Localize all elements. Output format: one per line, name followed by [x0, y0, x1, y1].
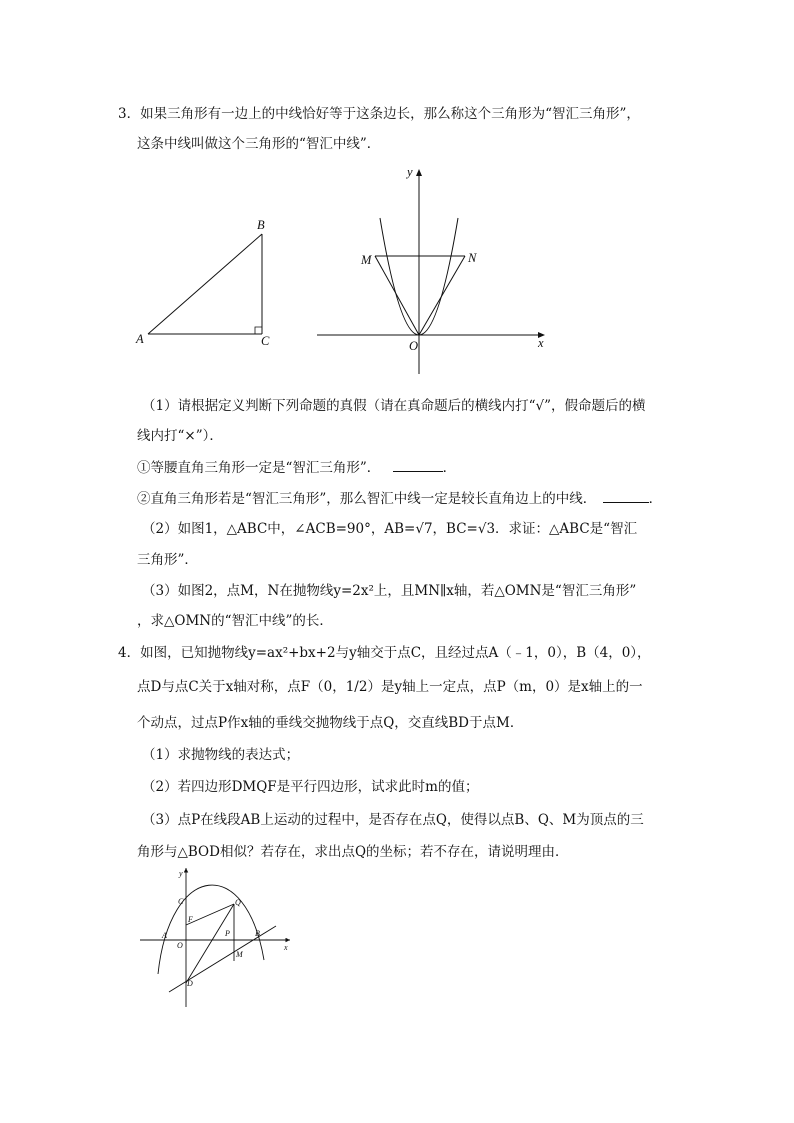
q3-part3-line1: （3）如图2，点M，N在抛物线y=2x²上，且MN∥x轴，若△OMN是“智汇三角形”: [142, 583, 637, 599]
segment-ab: [148, 234, 262, 334]
segment-fq: [186, 904, 234, 925]
q4-figure: [136, 862, 296, 1012]
q3-item2: [137, 488, 662, 509]
label-y: y: [179, 869, 183, 878]
label-y: y: [407, 165, 413, 179]
label-x: x: [538, 336, 544, 350]
q3-item1-period: ．: [442, 460, 457, 476]
line-bd: [169, 926, 276, 992]
q4-part1: （1）求抛物线的表达式；: [142, 747, 300, 763]
q3-part2-line2: 三角形”．: [137, 552, 198, 568]
label-q: Q: [235, 898, 241, 907]
parabola-curve: [158, 885, 264, 974]
q3-part1-line2: 线内打“×”）．: [137, 428, 223, 444]
label-c: C: [261, 334, 270, 348]
q4-intro-line3: 个动点，过点P作x轴的垂线交抛物线于点Q，交直线BD于点M．: [137, 715, 524, 731]
q3-figure-1-triangle: [130, 212, 280, 352]
label-m: M: [361, 253, 372, 267]
q4-part3-line2: 角形与△BOD相似？若存在，求出点Q的坐标；若不存在，请说明理由．: [137, 844, 569, 860]
label-f: F: [188, 915, 193, 924]
q3-intro-line2: 这条中线叫做这个三角形的“智汇中线”．: [137, 136, 381, 152]
label-p: P: [225, 929, 230, 938]
label-o: O: [177, 941, 183, 950]
label-b: B: [255, 929, 260, 938]
q3-part1-line1: （1）请根据定义判断下列命题的真假（请在真命题后的横线内打“√”，假命题后的横: [142, 398, 646, 414]
q3-intro-line1: 3．如果三角形有一边上的中线恰好等于这条边长，那么称这个三角形为“智汇三角形”，: [118, 106, 640, 122]
label-d: D: [187, 979, 193, 988]
segment-dq: [186, 904, 234, 983]
segment-om: [375, 256, 419, 335]
q3-figure-2-parabola: [312, 162, 552, 382]
q3-part2-line1: （2）如图1，△ABC中，∠ACB=90°，AB=√7，BC=√3．求证：△ABC是“智汇: [142, 521, 638, 537]
q4-part2: （2）若四边形DMQF是平行四边形，试求此时m的值；: [142, 779, 479, 795]
q3-item2-text: ②直角三角形若是“智汇三角形”，那么智汇中线一定是较长直角边上的中线．: [137, 491, 597, 507]
q4-part3-line1: （3）点P在线段AB上运动的过程中，是否存在点Q，使得以点B、Q、M为顶点的三: [142, 812, 644, 828]
q3-item2-period: ．: [648, 491, 663, 507]
label-o: O: [409, 339, 419, 353]
right-angle-mark: [255, 327, 262, 334]
label-c: C: [178, 897, 184, 906]
label-b: B: [257, 218, 265, 232]
label-a: A: [136, 332, 144, 346]
q4-intro-line2: 点D与点C关于x轴对称，点F（0，1/2）是y轴上一定点，点P（m，0）是x轴上的一: [137, 679, 643, 695]
q3-item1: [137, 457, 456, 478]
label-x: x: [284, 943, 288, 952]
label-a: A: [162, 931, 167, 940]
label-n: N: [468, 251, 477, 265]
q3-item1-text: ①等腰直角三角形一定是“智汇三角形”．: [137, 460, 381, 476]
q4-intro-line1: 4．如图，已知抛物线y=ax²+bx+2与y轴交于点C，且经过点A（﹣1，0），B（4，0），: [118, 645, 651, 661]
q3-part3-line2: ，求△OMN的“智汇中线”的长．: [137, 613, 333, 629]
q3-item2-answer-blank[interactable]: [603, 488, 649, 503]
q3-item1-answer-blank[interactable]: [393, 457, 443, 472]
label-m: M: [236, 950, 243, 959]
segment-on: [419, 256, 465, 335]
